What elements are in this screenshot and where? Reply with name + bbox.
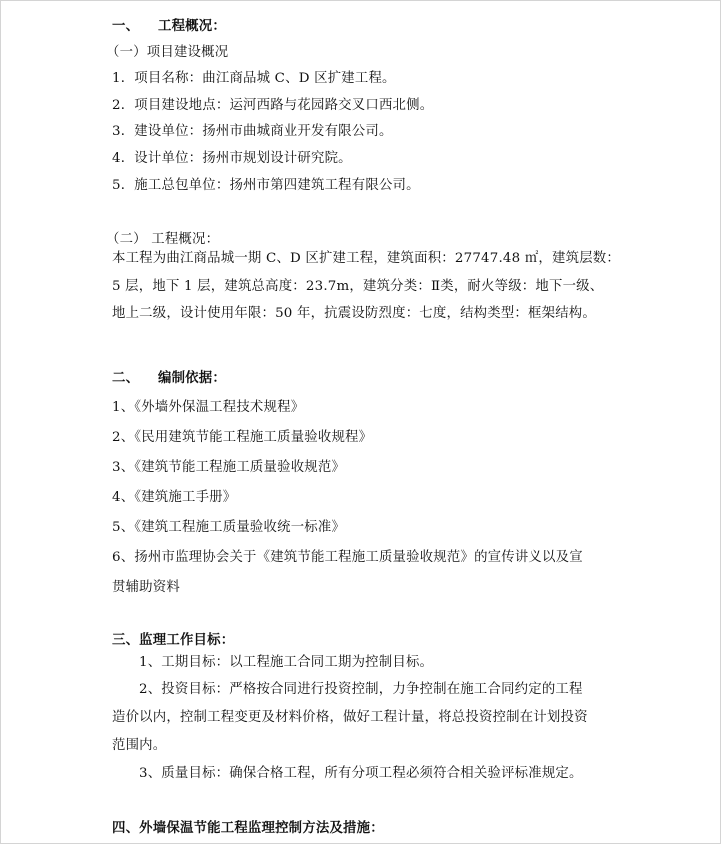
section-2-heading — [112, 369, 226, 387]
subsection-2-title: （二） 工程概况： — [106, 232, 220, 247]
section-2-title: 编制依据： — [158, 370, 226, 386]
target-item-2-cont-1: 造价以内，控制工程变更及材料价格，做好工程计量，将总投资控制在计划投资 — [112, 710, 588, 725]
basis-item-3: 3、《建筑节能工程施工质量验收规范》 — [112, 460, 346, 475]
section-1-number: 一、 — [112, 18, 140, 34]
basis-item-6-cont: 贯辅助资料 — [112, 580, 180, 595]
basis-item-4: 4、《建筑施工手册》 — [112, 490, 237, 505]
project-item-5: 5．施工总包单位：扬州市第四建筑工程有限公司。 — [112, 178, 420, 193]
basis-item-6: 6、扬州市监理协会关于《建筑节能工程施工质量验收规范》的宣传讲义以及宣 — [112, 550, 583, 565]
project-item-1: 1．项目名称：曲江商品城 C、D 区扩建工程。 — [112, 71, 396, 86]
overview-line-2: 5 层，地下 1 层，建筑总高度：23.7m，建筑分类：Ⅱ类，耐火等级：地下一级、 — [112, 279, 604, 294]
section-3-heading: 三、监理工作目标： — [112, 632, 235, 648]
subsection-1-title: （一）项目建设概况 — [106, 45, 229, 60]
basis-item-2: 2、《民用建筑节能工程施工质量验收规程》 — [112, 430, 373, 445]
basis-item-1: 1、《外墙外保温工程技术规程》 — [112, 400, 305, 415]
project-item-2: 2．项目建设地点：运河西路与花园路交叉口西北侧。 — [112, 98, 434, 113]
overview-line-1: 本工程为曲江商品城一期 C、D 区扩建工程，建筑面积：27747.48 ㎡，建筑层数： — [112, 251, 620, 266]
section-2-number: 二、 — [112, 370, 140, 386]
section-1-title: 工程概况： — [158, 18, 226, 34]
project-item-4: 4．设计单位：扬州市规划设计研究院。 — [112, 151, 352, 166]
target-item-2-cont-2: 范围内。 — [112, 738, 167, 753]
basis-item-5: 5、《建筑工程施工质量验收统一标准》 — [112, 520, 346, 535]
overview-line-3: 地上二级，设计使用年限：50 年，抗震设防烈度：七度，结构类型：框架结构。 — [112, 306, 596, 321]
section-4-heading: 四、外墙保温节能工程监理控制方法及措施： — [112, 820, 384, 836]
target-item-1: 1、工期目标：以工程施工合同工期为控制目标。 — [139, 655, 434, 670]
target-item-3: 3、质量目标：确保合格工程，所有分项工程必须符合相关验评标准规定。 — [139, 766, 583, 781]
section-1-heading — [112, 17, 226, 35]
project-item-3: 3．建设单位：扬州市曲城商业开发有限公司。 — [112, 124, 393, 139]
target-item-2: 2、投资目标：严格按合同进行投资控制，力争控制在施工合同约定的工程 — [139, 682, 583, 697]
